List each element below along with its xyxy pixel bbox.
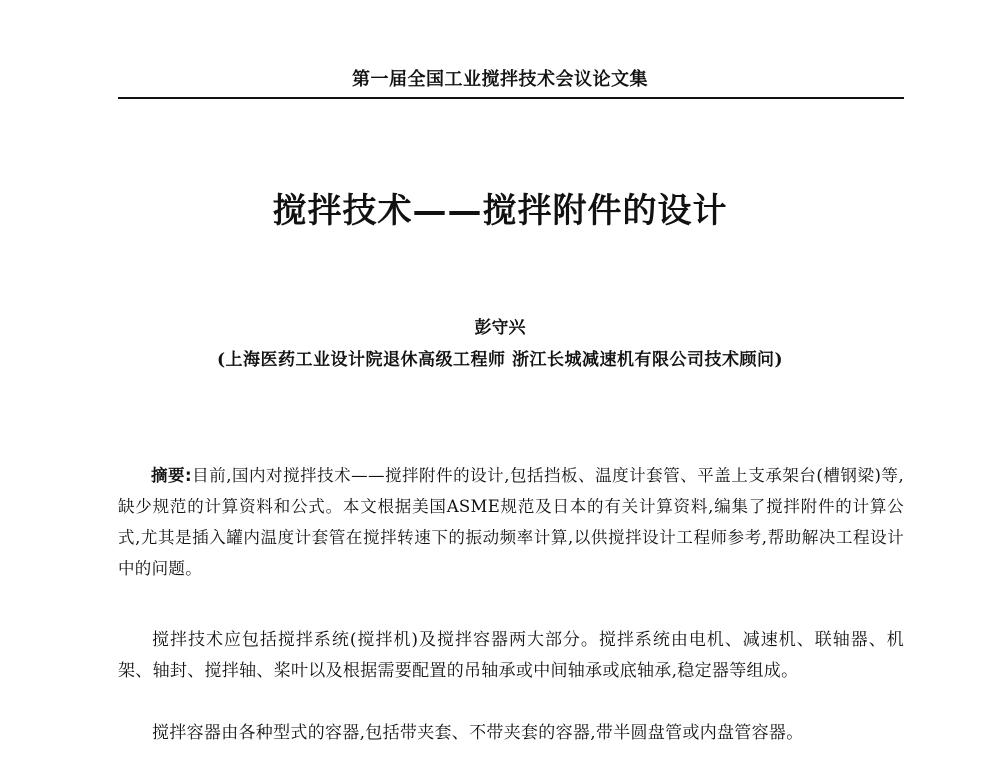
header-rule — [118, 97, 904, 99]
body-paragraph-2: 搅拌容器由各种型式的容器,包括带夹套、不带夹套的容器,带半圆盘管或内盘管容器。 — [152, 723, 804, 743]
running-header: 第一届全国工业搅拌技术会议论文集 — [352, 69, 648, 90]
abstract-text: 目前,国内对搅拌技术——搅拌附件的设计,包括挡板、温度计套管、平盖上支承架台(槽钢梁)等,缺少规范的计算资料和公式。本文根据美国ASME规范及日本的有关计算资料,编集了搅拌附件的计算公式,尤其是插入罐内温度计套管在搅拌转速下的振动频率计算,以供搅拌设计工程师参考,帮助解决工程设计中的问题。 — [118, 466, 905, 578]
abstract-label: 摘要: — [151, 466, 192, 485]
author-name: 彭守兴 — [474, 318, 526, 338]
body-paragraph-1: 搅拌技术应包括搅拌系统(搅拌机)及搅拌容器两大部分。搅拌系统由电机、减速机、联轴器、机架、轴封、搅拌轴、桨叶以及根据需要配置的吊轴承或中间轴承或底轴承,稳定器等组成。 — [118, 630, 904, 681]
paper-title: 搅拌技术——搅拌附件的设计 — [272, 191, 728, 231]
author-affiliation: (上海医药工业设计院退休高级工程师 浙江长城减速机有限公司技术顾问) — [216, 350, 783, 370]
abstract — [118, 460, 904, 584]
